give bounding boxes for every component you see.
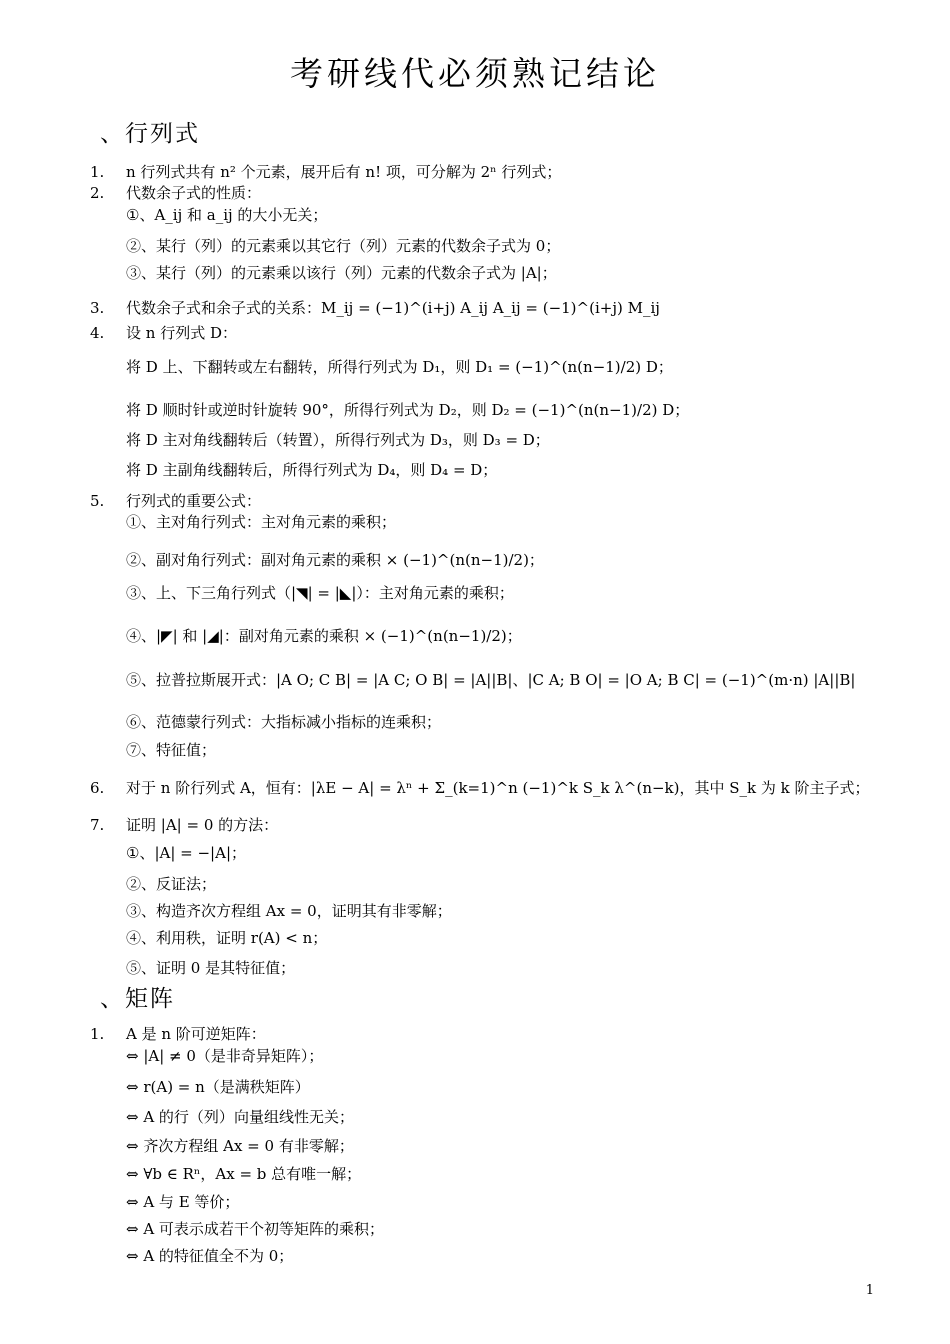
list-item: ①、|A| = −|A|；	[126, 844, 247, 862]
list-item: 将 D 上、下翻转或左右翻转，所得行列式为 D₁，则 D₁ = (−1)^(n(n−1)/2) D；	[126, 358, 673, 376]
item-number: 7.	[90, 816, 105, 834]
list-item: ④、利用秩，证明 r(A) < n；	[126, 929, 328, 947]
item-number: 4.	[90, 324, 105, 342]
page-title: 考研线代必须熟记结论	[290, 54, 660, 93]
item-number: 5.	[90, 492, 105, 510]
list-item: ⇔ ∀b ∈ Rⁿ，Ax = b 总有唯一解；	[126, 1165, 362, 1183]
list-item: ⑤、拉普拉斯展开式：|A O; C B| = |A C; O B| = |A||B|、|C A; B O| = |O A; B C| = (−1)^(m·n) |A||B|	[126, 671, 856, 689]
list-item: ⑦、特征值；	[126, 741, 217, 759]
list-item: ③、上、下三角行列式（|◥| = |◣|）：主对角元素的乘积；	[126, 584, 514, 602]
item-number: 3.	[90, 299, 105, 317]
item-number: 1.	[90, 163, 105, 181]
page-number: 1	[865, 1283, 874, 1298]
item-text: 对于 n 阶行列式 A，恒有：|λE − A| = λⁿ + Σ_(k=1)^n (−1)^k S_k λ^(n−k)，其中 S_k 为 k 阶主子式；	[126, 779, 870, 797]
list-item: ①、主对角行列式：主对角元素的乘积；	[126, 513, 397, 531]
item-text: A 是 n 阶可逆矩阵：	[126, 1025, 266, 1043]
list-item: 将 D 顺时针或逆时针旋转 90°，所得行列式为 D₂，则 D₂ = (−1)^(n(n−1)/2) D；	[126, 401, 690, 419]
list-item: ⇔ 齐次方程组 Ax = 0 有非零解；	[126, 1137, 354, 1155]
item-number: 1.	[90, 1025, 105, 1043]
section-heading-determinant: 、行列式	[100, 121, 200, 147]
list-item: ②、副对角行列式：副对角元素的乘积 × (−1)^(n(n−1)/2)；	[126, 551, 544, 569]
item-text: n 行列式共有 n² 个元素，展开后有 n! 项，可分解为 2ⁿ 行列式；	[126, 163, 562, 181]
item-number: 6.	[90, 779, 105, 797]
item-text: 代数余子式的性质：	[126, 184, 262, 202]
list-item: ⑥、范德蒙行列式：大指标减小指标的连乘积；	[126, 713, 442, 731]
list-item: 将 D 主副角线翻转后，所得行列式为 D₄，则 D₄ = D；	[126, 461, 498, 479]
item-text: 设 n 行列式 D：	[126, 324, 237, 342]
list-item: ②、某行（列）的元素乘以其它行（列）元素的代数余子式为 0；	[126, 237, 561, 255]
item-text: 代数余子式和余子式的关系：M_ij = (−1)^(i+j) A_ij A_ij = (−1)^(i+j) M_ij	[126, 299, 660, 317]
list-item: ①、A_ij 和 a_ij 的大小无关；	[126, 206, 328, 224]
item-number: 2.	[90, 184, 105, 202]
section-heading-matrix: 、矩阵	[100, 986, 175, 1012]
list-item: ③、构造齐次方程组 Ax = 0，证明其有非零解；	[126, 902, 452, 920]
list-item: ③、某行（列）的元素乘以该行（列）元素的代数余子式为 |A|；	[126, 264, 557, 282]
list-item: ⑤、证明 0 是其特征值；	[126, 959, 296, 977]
list-item: ⇔ A 的行（列）向量组线性无关；	[126, 1108, 354, 1126]
list-item: ⇔ A 的特征值全不为 0；	[126, 1247, 294, 1265]
list-item: 将 D 主对角线翻转后（转置），所得行列式为 D₃，则 D₃ = D；	[126, 431, 550, 449]
list-item: ②、反证法；	[126, 875, 217, 893]
list-item: ④、|◤| 和 |◢|：副对角元素的乘积 × (−1)^(n(n−1)/2)；	[126, 627, 522, 645]
item-text: 行列式的重要公式：	[126, 492, 262, 510]
list-item: ⇔ A 可表示成若干个初等矩阵的乘积；	[126, 1220, 384, 1238]
item-text: 证明 |A| = 0 的方法：	[126, 816, 279, 834]
list-item: ⇔ r(A) = n（是满秩矩阵）	[126, 1078, 310, 1096]
list-item: ⇔ |A| ≠ 0（是非奇异矩阵）；	[126, 1047, 324, 1065]
list-item: ⇔ A 与 E 等价；	[126, 1193, 240, 1211]
